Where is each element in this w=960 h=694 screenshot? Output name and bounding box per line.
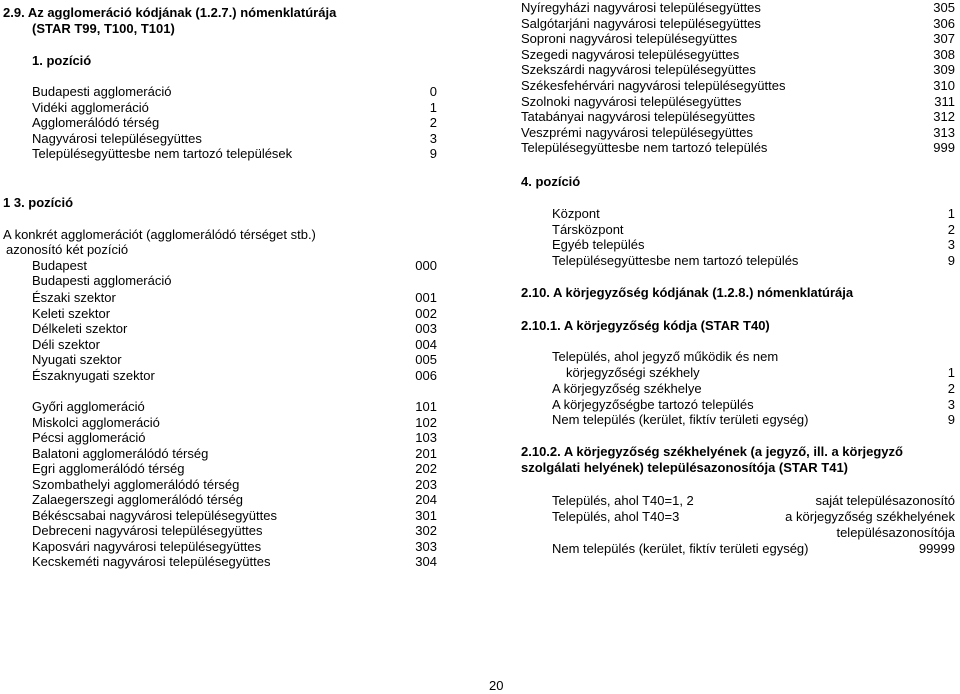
section-heading-sub: (STAR T99, T100, T101) — [32, 21, 175, 36]
item-code: 2 — [947, 381, 955, 396]
item-code: 9 — [947, 412, 955, 427]
item-label: Kecskeméti nagyvárosi településegyüttes — [32, 554, 271, 569]
item-label: Szombathelyi agglomerálódó térség — [32, 476, 240, 492]
item-label: A körjegyzőségbe tartozó település — [552, 396, 754, 412]
item-label: Székesfehérvári nagyvárosi településegyüttes — [521, 78, 786, 93]
page-number: 20 — [489, 678, 504, 693]
item-code: 204 — [415, 492, 437, 507]
item-label: Tatabányai nagyvárosi településegyüttes — [521, 109, 756, 125]
item-label: körjegyzőségi székhely — [566, 365, 700, 380]
item-code: 309 — [933, 62, 955, 78]
item-label: Településegyüttesbe nem tartozó település — [521, 140, 768, 156]
section-heading: 2.9. Az agglomeráció kódjának (1.2.7.) nómenklatúrája — [3, 5, 337, 20]
item-label: Keleti szektor — [32, 305, 111, 321]
item-label: Győri agglomeráció — [32, 399, 145, 414]
item-label: A körjegyzőség székhelye — [552, 381, 702, 396]
item-label: Szekszárdi nagyvárosi településegyüttes — [521, 62, 756, 78]
item-label: Szegedi nagyvárosi településegyüttes — [521, 46, 740, 62]
item-label: Társközpont — [552, 221, 624, 237]
item-label: Déli szektor — [32, 336, 100, 352]
item-label: Agglomerálódó térség — [32, 115, 160, 130]
k-item-1-label: Település, ahol jegyző működik és nem — [552, 349, 779, 364]
item-label: Kaposvári nagyvárosi településegyüttes — [32, 538, 262, 554]
item-code: 3 — [947, 396, 955, 412]
item-code: 2 — [429, 115, 437, 130]
t41-value: 99999 — [918, 541, 955, 556]
item-label: Balatoni agglomerálódó térség — [32, 445, 209, 461]
budapest-agglomeration-label: Budapesti agglomeráció — [32, 273, 172, 288]
item-label: Zalaegerszegi agglomerálódó térség — [32, 492, 244, 507]
section-2-10-2-heading: 2.10.2. A körjegyzőség székhelyének (a jegyző, ill. a körjegyző — [521, 444, 903, 459]
item-label: Salgótarjáni nagyvárosi településegyüttes — [521, 15, 761, 31]
item-code: 999 — [933, 140, 955, 156]
item-label: Pécsi agglomeráció — [32, 430, 146, 445]
item-label: Budapesti agglomeráció — [32, 84, 172, 99]
item-code: 202 — [415, 461, 437, 476]
item-code: 203 — [415, 476, 437, 492]
item-code: 313 — [933, 124, 955, 140]
item-label: Egyéb település — [552, 237, 645, 252]
item-code: 303 — [415, 538, 437, 554]
position-1-3-title: 1 3. pozíció — [3, 195, 74, 210]
item-code: 003 — [415, 321, 437, 336]
item-label: Vidéki agglomeráció — [32, 99, 149, 115]
item-code: 0 — [429, 84, 437, 99]
item-label: Nyugati szektor — [32, 352, 122, 367]
section-2-10-1-heading: 2.10.1. A körjegyzőség kódja (STAR T40) — [521, 318, 770, 333]
item-label: Soproni nagyvárosi településegyüttes — [521, 31, 738, 47]
position-4-title: 4. pozíció — [521, 174, 581, 189]
item-label: Központ — [552, 206, 600, 221]
t41-label: Település, ahol T40=1, 2 — [552, 493, 694, 508]
item-code: 1 — [429, 99, 437, 115]
section-2-10-2-heading-2: szolgálati helyének) településazonosítója (STAR T41) — [521, 460, 848, 475]
t41-value: a körjegyzőség székhelyének — [785, 509, 955, 524]
item-label: Debreceni nagyvárosi településegyüttes — [32, 523, 263, 538]
item-code: 304 — [415, 554, 437, 569]
item-label: Budapest — [32, 258, 87, 273]
item-code: 1 — [947, 365, 955, 380]
item-code: 3 — [947, 237, 955, 252]
item-code: 311 — [934, 93, 955, 109]
item-label: Nem település (kerület, fiktív területi egység) — [552, 412, 809, 427]
item-label: Településegyüttesbe nem tartozó települések — [32, 146, 293, 161]
t41-label: Település, ahol T40=3 — [552, 509, 680, 524]
item-label: Északi szektor — [32, 290, 116, 305]
item-code: 005 — [415, 352, 437, 367]
item-label: Egri agglomerálódó térség — [32, 461, 185, 476]
item-code: 307 — [933, 31, 955, 47]
item-code: 2 — [947, 221, 955, 237]
item-label: Településegyüttesbe nem tartozó település — [552, 252, 799, 268]
item-code: 3 — [429, 130, 437, 146]
item-code: 305 — [933, 0, 955, 15]
t41-value: településazonosítója — [836, 525, 955, 540]
item-code: 000 — [415, 258, 437, 273]
item-code: 006 — [415, 367, 437, 383]
item-code: 306 — [933, 15, 955, 31]
item-code: 103 — [415, 430, 437, 445]
item-code: 201 — [415, 445, 437, 461]
item-code: 9 — [947, 252, 955, 268]
position-1-3-description-2: azonosító két pozíció — [6, 242, 129, 257]
item-code: 308 — [933, 46, 955, 62]
t41-value: saját településazonosító — [815, 493, 955, 508]
item-label: Veszprémi nagyvárosi településegyüttes — [521, 124, 753, 140]
item-code: 312 — [933, 109, 955, 125]
item-code: 001 — [415, 290, 437, 305]
item-code: 9 — [429, 146, 437, 161]
section-2-10-heading: 2.10. A körjegyzőség kódjának (1.2.8.) nómenklatúrája — [521, 285, 854, 300]
item-label: Nagyvárosi településegyüttes — [32, 130, 202, 146]
item-label: Miskolci agglomeráció — [32, 414, 160, 430]
item-label: Szolnoki nagyvárosi településegyüttes — [521, 93, 742, 109]
item-code: 002 — [415, 305, 437, 321]
item-code: 101 — [415, 399, 437, 414]
item-code: 301 — [415, 507, 437, 523]
item-code: 1 — [947, 206, 955, 221]
position-1-3-description: A konkrét agglomerációt (agglomerálódó térséget stb.) — [3, 227, 316, 242]
item-label: Délkeleti szektor — [32, 321, 128, 336]
item-code: 310 — [933, 78, 955, 93]
t41-label: Nem település (kerület, fiktív területi egység) — [552, 541, 809, 556]
item-label: Békéscsabai nagyvárosi településegyüttes — [32, 507, 277, 523]
item-label: Nyíregyházi nagyvárosi településegyüttes — [521, 0, 761, 15]
item-label: Északnyugati szektor — [32, 367, 155, 383]
item-code: 102 — [415, 414, 437, 430]
position-1-title: 1. pozíció — [32, 53, 92, 68]
item-code: 004 — [415, 336, 437, 352]
item-code: 302 — [415, 523, 437, 538]
